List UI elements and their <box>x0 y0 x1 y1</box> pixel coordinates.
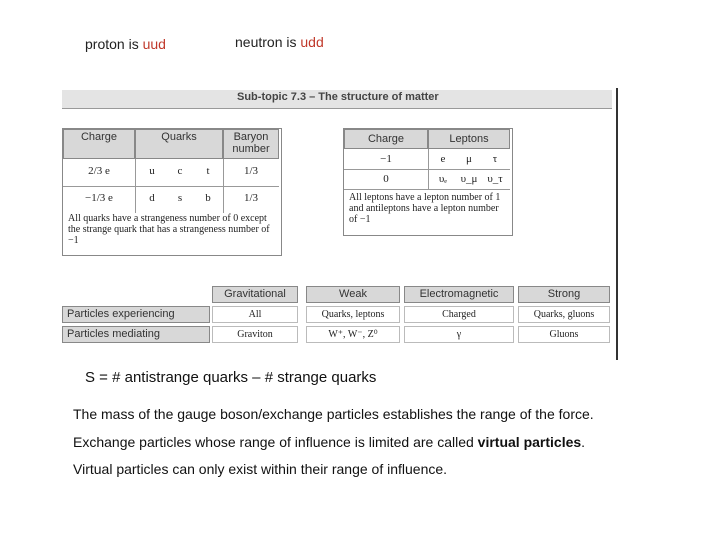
forces-header-weak: Weak <box>306 286 400 303</box>
experiencing-gravitational: All <box>212 306 298 323</box>
leptons-charge-2: 0 <box>383 173 389 185</box>
quarks-header-quarks: Quarks <box>135 129 223 159</box>
subtopic-title: Sub-topic 7.3 – The structure of matter <box>237 91 439 103</box>
quark-b: b <box>205 192 211 204</box>
experiencing-electromagnetic: Charged <box>404 306 514 323</box>
leptons-table <box>343 128 513 236</box>
quarks-baryon-1: 1/3 <box>243 165 259 177</box>
subtopic-banner <box>62 90 612 109</box>
quark-d: d <box>149 192 155 204</box>
virtual-particles-range-text: Virtual particles can only exist within their range of influence. <box>73 461 448 477</box>
quarks-header-baryon: Baryon number <box>223 129 279 159</box>
gauge-boson-text: The mass of the gauge boson/exchange particles establishes the range of the force. <box>73 406 594 422</box>
quarks-row-divider <box>63 186 279 187</box>
forces-header-strong: Strong <box>518 286 610 303</box>
row-particles-mediating: Particles mediating <box>62 326 210 343</box>
leptons-row-divider <box>344 169 510 170</box>
quarks-note: All quarks have a strangeness number of 0 except the strange quark that has a strangeness number of −1 <box>68 213 270 246</box>
neutron-label <box>235 34 324 50</box>
mediating-electromagnetic: γ <box>404 326 514 343</box>
neutrino-tau: υ_τ <box>487 173 503 185</box>
quarks-table <box>62 128 282 256</box>
forces-header-gravitational: Gravitational <box>212 286 298 303</box>
figure-edge <box>616 88 618 360</box>
row-particles-experiencing: Particles experiencing <box>62 306 210 323</box>
quarks-header-charge: Charge <box>63 129 135 159</box>
leptons-note: All leptons have a lepton number of 1 and antileptons have a lepton number of −1 <box>349 192 501 225</box>
proton-quarks: uud <box>142 36 166 52</box>
strangeness-formula: S = # antistrange quarks – # strange quarks <box>85 369 377 386</box>
experiencing-strong: Quarks, gluons <box>518 306 610 323</box>
leptons-charge-1: −1 <box>380 153 392 165</box>
lepton-mu: μ <box>466 153 472 165</box>
quark-s: s <box>177 192 183 204</box>
leptons-header-charge: Charge <box>344 129 428 149</box>
quark-u: u <box>149 165 155 177</box>
definition-suffix: . <box>581 434 586 450</box>
quarks-charge-2: −1/3 e <box>85 192 113 204</box>
neutron-quarks: udd <box>300 34 324 50</box>
definition-prefix: Exchange particles whose range of influence is limited are called <box>73 434 478 450</box>
virtual-particles-definition <box>73 434 585 450</box>
experiencing-weak: Quarks, leptons <box>306 306 400 323</box>
neutrino-e: υₑ <box>438 173 448 185</box>
mediating-weak: W⁺, W⁻, Z⁰ <box>306 326 400 343</box>
quarks-baryon-2: 1/3 <box>243 192 259 204</box>
quarks-charge-1: 2/3 e <box>88 165 110 177</box>
neutron-prefix: neutron is <box>235 34 301 50</box>
proton-prefix: proton is <box>85 36 143 52</box>
quarks-col-divider <box>135 159 136 213</box>
leptons-col-divider <box>428 149 429 189</box>
virtual-particles-term: virtual particles <box>477 434 582 450</box>
mediating-gravitational: Graviton <box>212 326 298 343</box>
mediating-strong: Gluons <box>518 326 610 343</box>
leptons-row-divider <box>344 189 510 190</box>
forces-header-electromagnetic: Electromagnetic <box>404 286 514 303</box>
neutrino-mu: υ_μ <box>460 173 478 185</box>
lepton-e: e <box>440 153 446 165</box>
quark-t: t <box>206 165 210 177</box>
quark-c: c <box>177 165 183 177</box>
proton-label <box>85 36 166 52</box>
leptons-header-leptons: Leptons <box>428 129 510 149</box>
lepton-tau: τ <box>492 153 498 165</box>
